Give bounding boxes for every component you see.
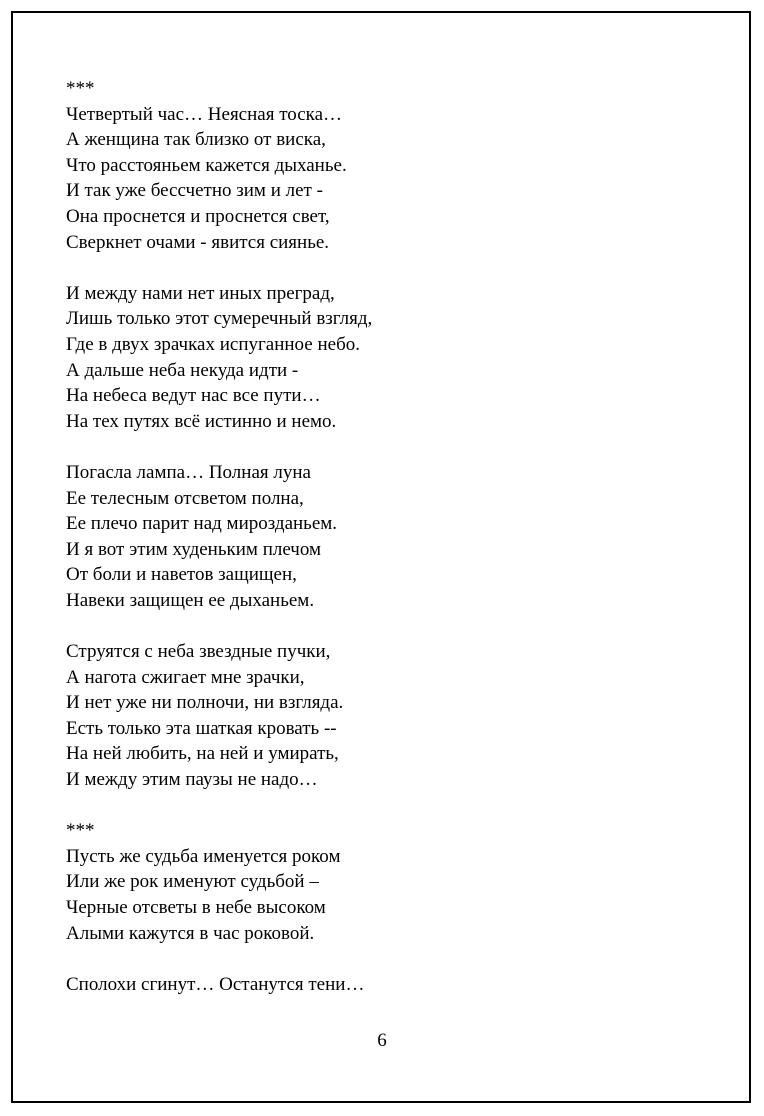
verse-line: А женщина так близко от виска, (66, 129, 326, 151)
verse-line: На тех путях всё истинно и немо. (66, 410, 337, 432)
poem1-stanza-2 (66, 281, 726, 435)
verse-line: Что расстояньем кажется дыханье. (66, 154, 347, 176)
verse-line: Она проснется и проснется свет, (66, 205, 330, 227)
poem1-stanza-4 (66, 639, 726, 793)
verse-line: И так уже бессчетно зим и лет - (66, 180, 323, 202)
verse-line: А нагота сжигает мне зрачки, (66, 666, 305, 688)
verse-line: И я вот этим худеньким плечом (66, 538, 322, 560)
poem1-stanza-3 (66, 460, 726, 614)
verse-line: Алыми кажутся в час роковой. (66, 922, 315, 944)
verse-line: А дальше неба некуда идти - (66, 359, 299, 381)
stanza-gap (66, 793, 726, 819)
stanza-gap (66, 946, 726, 972)
verse-line: Струятся с неба звездные пучки, (66, 641, 331, 663)
poem-divider: *** (66, 820, 95, 842)
page-text (66, 76, 726, 997)
page-number: 6 (377, 1030, 387, 1051)
poem-divider: *** (66, 78, 95, 99)
verse-line: На ней любить, на ней и умирать, (66, 743, 339, 765)
verse-line: Лишь только этот сумеречный взгляд, (66, 308, 373, 330)
verse-line: Навеки защищен ее дыханьем. (66, 589, 315, 611)
verse-line: И между этим паузы не надо… (66, 769, 318, 791)
verse-line: И нет уже ни полночи, ни взгляда. (66, 692, 344, 714)
verse-line: Где в двух зрачках испуганное небо. (66, 333, 360, 355)
stanza-gap (66, 613, 726, 639)
verse-line: Сполохи сгинут… Останутся тени… (66, 973, 365, 995)
poem2-stanza-2 (66, 972, 726, 998)
stanza-gap (66, 434, 726, 460)
stanza-gap (66, 255, 726, 281)
verse-line: На небеса ведут нас все пути… (66, 385, 321, 407)
verse-line: Сверкнет очами - явится сиянье. (66, 231, 330, 253)
poem1-stanza-1 (66, 102, 726, 256)
verse-line: И между нами нет иных преград, (66, 282, 335, 304)
verse-line: Ее плечо парит над мирозданьем. (66, 513, 338, 535)
verse-line: Погасла лампа… Полная луна (66, 461, 311, 483)
verse-line: Черные отсветы в небе высоком (66, 897, 326, 918)
verse-line: От боли и наветов защищен, (66, 564, 297, 586)
verse-line: Или же рок именуют судьбой – (66, 871, 319, 893)
verse-line: Четвертый час… Неясная тоска… (66, 103, 343, 125)
verse-line: Пусть же судьба именуется роком (66, 845, 341, 867)
poem2-stanza-1 (66, 844, 726, 946)
verse-line: Есть только эта шаткая кровать -- (66, 717, 337, 739)
verse-line: Ее телесным отсветом полна, (66, 487, 304, 509)
